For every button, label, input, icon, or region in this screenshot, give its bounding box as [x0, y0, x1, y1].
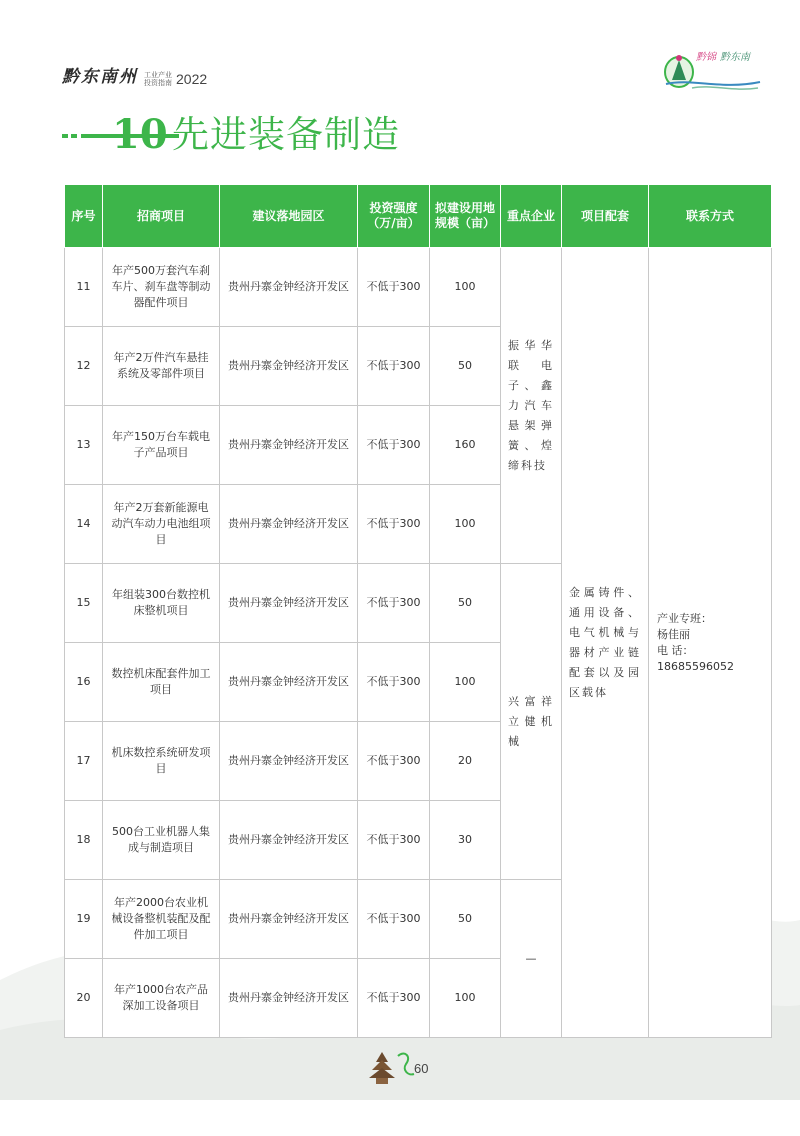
- brand-subtitle: [144, 71, 172, 87]
- brand-year: 2022: [176, 71, 208, 87]
- cell-land: 100: [430, 248, 501, 327]
- cell-project: 年产2万套新能源电动汽车动力电池组项目: [103, 485, 220, 564]
- cell-intensity: 不低于300: [358, 564, 430, 643]
- cell-supporting: 金属铸件、通用设备、电气机械与器材产业链配套以及园区载体: [562, 248, 649, 1038]
- cell-land: 100: [430, 485, 501, 564]
- cell-park: 贵州丹寨金钟经济开发区: [220, 801, 358, 880]
- cell-project: 500台工业机器人集成与制造项目: [103, 801, 220, 880]
- contact-phone: 18685596052: [657, 659, 734, 673]
- cell-seq: 11: [65, 248, 103, 327]
- logo-text-a: 黔锦: [696, 52, 716, 63]
- cell-contact: [649, 248, 772, 1038]
- section-number: 10: [112, 111, 168, 158]
- cell-land: 160: [430, 406, 501, 485]
- cell-intensity: 不低于300: [358, 406, 430, 485]
- header-supporting: 项目配套: [562, 185, 649, 248]
- logo-text-b: 黔东南: [720, 52, 750, 63]
- brand-name: 黔东南州: [62, 67, 138, 87]
- contact-person: 杨佳丽: [657, 627, 690, 641]
- cell-enterprise-group-3: —: [501, 880, 562, 1038]
- contact-phone-label: 电 话：: [657, 643, 694, 657]
- header-contact: 联系方式: [649, 185, 772, 248]
- contact-label: 产业专班：: [657, 611, 712, 625]
- cell-project: 年产2000台农业机械设备整机装配及配件加工项目: [103, 880, 220, 959]
- section-title: 先进装备制造: [172, 113, 400, 156]
- cell-park: 贵州丹寨金钟经济开发区: [220, 406, 358, 485]
- cell-land: 100: [430, 959, 501, 1038]
- cell-park: 贵州丹寨金钟经济开发区: [220, 722, 358, 801]
- header-park: 建议落地园区: [220, 185, 358, 248]
- cell-enterprise-group-1: 振华华联电子、鑫力汽车悬架弹簧、煌缔科技: [501, 248, 562, 564]
- cell-land: 50: [430, 564, 501, 643]
- logo: [662, 46, 762, 96]
- cell-park: 贵州丹寨金钟经济开发区: [220, 880, 358, 959]
- cell-intensity: 不低于300: [358, 485, 430, 564]
- cell-park: 贵州丹寨金钟经济开发区: [220, 485, 358, 564]
- cell-seq: 18: [65, 801, 103, 880]
- cell-project: 年产1000台农产品深加工设备项目: [103, 959, 220, 1038]
- cell-intensity: 不低于300: [358, 722, 430, 801]
- cell-project: 数控机床配套件加工项目: [103, 643, 220, 722]
- cell-seq: 12: [65, 327, 103, 406]
- cell-seq: 17: [65, 722, 103, 801]
- page-number: 60: [414, 1061, 429, 1076]
- cell-project: 年产500万套汽车刹车片、刹车盘等制动器配件项目: [103, 248, 220, 327]
- header-land: 拟建设用地规模（亩）: [430, 185, 501, 248]
- cell-seq: 20: [65, 959, 103, 1038]
- cell-enterprise-group-2: 兴富祥立健机械: [501, 564, 562, 880]
- header-enterprise: 重点企业: [501, 185, 562, 248]
- cell-project: 机床数控系统研发项目: [103, 722, 220, 801]
- investment-table: [64, 184, 772, 1038]
- brand-subtitle-line2: 投资指南: [144, 79, 172, 87]
- brand-subtitle-line1: 工业产业: [144, 71, 172, 79]
- cell-park: 贵州丹寨金钟经济开发区: [220, 327, 358, 406]
- cell-seq: 19: [65, 880, 103, 959]
- cell-land: 20: [430, 722, 501, 801]
- table-header-row: [65, 185, 772, 248]
- cell-seq: 15: [65, 564, 103, 643]
- cell-intensity: 不低于300: [358, 327, 430, 406]
- header-project: 招商项目: [103, 185, 220, 248]
- cell-seq: 16: [65, 643, 103, 722]
- cell-land: 100: [430, 643, 501, 722]
- header-intensity: 投资强度（万/亩）: [358, 185, 430, 248]
- cell-park: 贵州丹寨金钟经济开发区: [220, 564, 358, 643]
- cell-intensity: 不低于300: [358, 801, 430, 880]
- cell-seq: 13: [65, 406, 103, 485]
- brand-header: [62, 62, 207, 87]
- cell-project: 年组装300台数控机床整机项目: [103, 564, 220, 643]
- cell-park: 贵州丹寨金钟经济开发区: [220, 959, 358, 1038]
- cell-project: 年产150万台车载电子产品项目: [103, 406, 220, 485]
- cell-seq: 14: [65, 485, 103, 564]
- cell-project: 年产2万件汽车悬挂系统及零部件项目: [103, 327, 220, 406]
- header-seq: 序号: [65, 185, 103, 248]
- cell-park: 贵州丹寨金钟经济开发区: [220, 248, 358, 327]
- cell-land: 30: [430, 801, 501, 880]
- cell-intensity: 不低于300: [358, 248, 430, 327]
- logo-text: [696, 48, 750, 63]
- cell-land: 50: [430, 327, 501, 406]
- cell-intensity: 不低于300: [358, 643, 430, 722]
- cell-intensity: 不低于300: [358, 959, 430, 1038]
- cell-land: 50: [430, 880, 501, 959]
- cell-park: 贵州丹寨金钟经济开发区: [220, 643, 358, 722]
- table-row: [65, 248, 772, 327]
- cell-intensity: 不低于300: [358, 880, 430, 959]
